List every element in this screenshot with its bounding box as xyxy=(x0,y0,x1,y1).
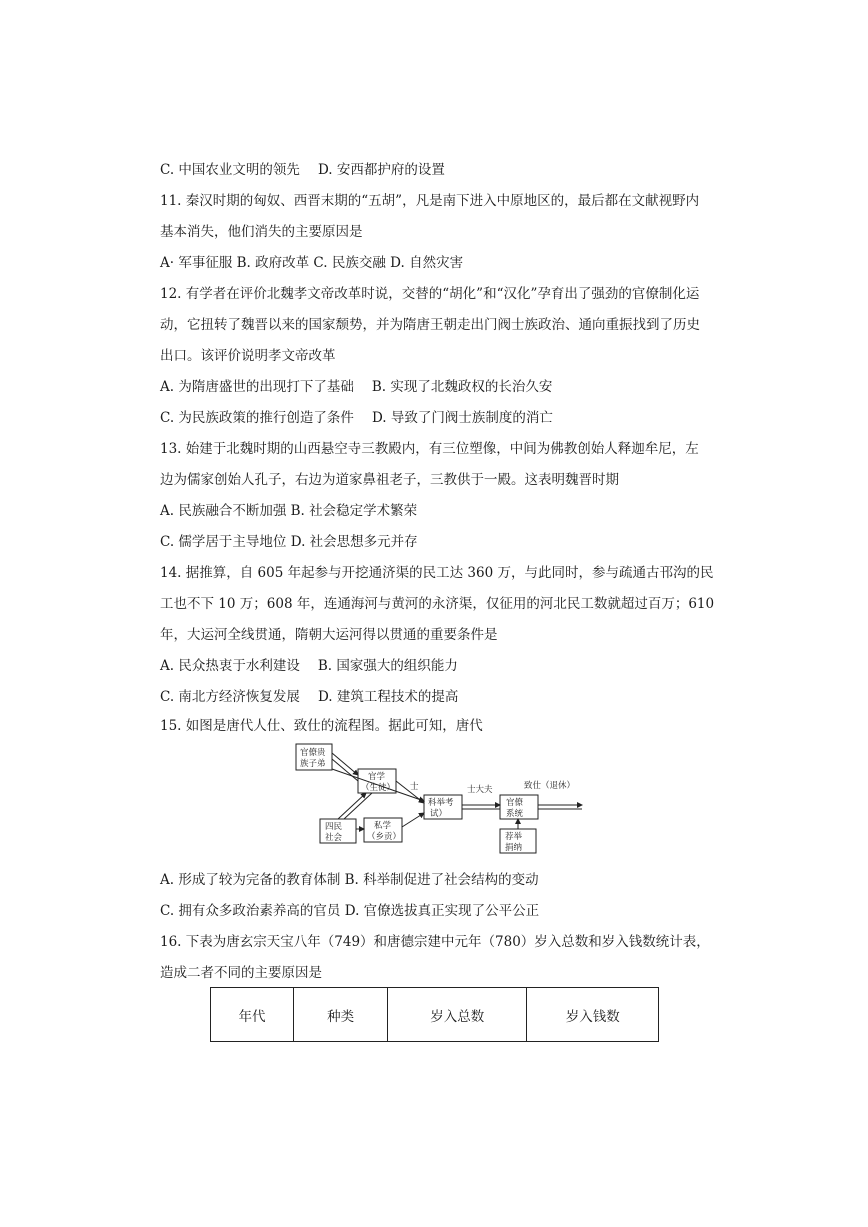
text-private-school-2: （乡贡） xyxy=(367,832,402,842)
q14-option-c: C. 南北方经济恢复发展 xyxy=(160,689,300,705)
q12-option-d: D. 导致了门阀士族制度的消亡 xyxy=(371,410,553,426)
q12-options-ab xyxy=(160,377,720,397)
q14-stem-line2: 工也不下 10 万；608 年，连通海河与黄河的永济渠，仅征用的河北民工数就超过百万；610 xyxy=(160,596,715,612)
text-private-school-1: 私学 xyxy=(374,821,392,831)
arrow-private-to-exam xyxy=(402,813,424,827)
q14-options-ab xyxy=(160,656,720,676)
q14-option-a: A. 民众热衷于水利建设 xyxy=(160,658,300,674)
arrow-people-to-school xyxy=(338,793,366,819)
q10-option-c: C. 中国农业文明的领先 xyxy=(160,162,300,178)
text-label-retire: 致仕（退休） xyxy=(524,781,576,791)
text-official-children-2: 族子弟 xyxy=(300,759,326,769)
table-header-cell: 岁入总数 xyxy=(388,988,527,1042)
q13-options-ab: A. 民族融合不断加强 B. 社会稳定学术繁荣 xyxy=(160,503,418,519)
text-recommend-1: 荐举 xyxy=(505,832,523,842)
table-header-cell: 年代 xyxy=(211,988,294,1042)
table-header-cell: 种类 xyxy=(294,988,388,1042)
q12-option-c: C. 为民族政策的推行创造了条件 xyxy=(160,410,354,426)
q11-stem-line2: 基本消失，他们消失的主要原因是 xyxy=(160,224,363,240)
text-official-children-1: 官僚贵 xyxy=(300,748,326,758)
table-header-cell: 岁入钱数 xyxy=(527,988,659,1042)
q13-stem-line1: 13. 始建于北魏时期的山西悬空寺三教殿内，有三位塑像，中间为佛教创始人释迦牟尼，左 xyxy=(160,441,699,457)
text-label-scholar: 士 xyxy=(410,782,419,792)
text-four-people-2: 社会 xyxy=(325,833,343,843)
text-recommend-2: 捐纳 xyxy=(505,843,523,853)
q10-options xyxy=(160,160,720,180)
text-exam-1: 科举考 xyxy=(428,798,454,808)
q14-option-d: D. 建筑工程技术的提高 xyxy=(317,689,459,705)
text-label-literati: 士大夫 xyxy=(467,785,493,795)
text-bureau-2: 系统 xyxy=(506,809,524,819)
q13-stem-line2: 边为儒家创始人孔子，右边为道家鼻祖老子，三教供于一殿。这表明魏晋时期 xyxy=(160,472,619,488)
q11-options: A· 军事征服 B. 政府改革 C. 民族交融 D. 自然灾害 xyxy=(160,255,464,271)
q16-stem-line2: 造成二者不同的主要原因是 xyxy=(160,965,322,981)
q14-stem-line1: 14. 据推算，自 605 年起参与开挖通济渠的民工达 360 万，与此同时，参与疏通古邗沟的民 xyxy=(160,565,714,581)
q12-option-b: B. 实现了北魏政权的长治久安 xyxy=(371,379,553,395)
q10-option-d: D. 安西都护府的设置 xyxy=(317,162,445,178)
q12-option-a: A. 为隋唐盛世的出现打下了基础 xyxy=(160,379,354,395)
q15-options-ab: A. 形成了较为完备的教育体制 B. 科举制促进了社会结构的变动 xyxy=(160,872,539,888)
arrow-children-to-school xyxy=(332,753,358,775)
revenue-stats-table xyxy=(210,987,659,1042)
q12-options-cd xyxy=(160,408,720,428)
text-official-school-1: 官学 xyxy=(368,772,386,782)
q15-stem: 15. 如图是唐代人仕、致仕的流程图。据此可知，唐代 xyxy=(160,718,483,734)
q12-stem-line1: 12. 有学者在评价北魏孝文帝改革时说，交替的“胡化”和“汉化”孕育出了强劲的官僚制化运 xyxy=(160,286,700,302)
text-bureau-1: 官僚 xyxy=(506,798,524,808)
q14-option-b: B. 国家强大的组织能力 xyxy=(317,658,458,674)
q14-options-cd xyxy=(160,687,720,707)
q12-stem-line3: 出口。该评价说明孝文帝改革 xyxy=(160,348,336,364)
career-flow-diagram xyxy=(292,741,592,855)
arrow-people-to-school-b xyxy=(344,793,372,819)
q16-stem-line1: 16. 下表为唐玄宗天宝八年（749）和唐德宗建中元年（780）岁入总数和岁入钱数统计表， xyxy=(160,934,710,950)
table-header-row xyxy=(211,988,659,1042)
q11-stem-line1: 11. 秦汉时期的匈奴、西晋末期的“五胡”，凡是南下进入中原地区的，最后都在文献视野内 xyxy=(160,193,700,209)
q13-options-cd: C. 儒学居于主导地位 D. 社会思想多元并存 xyxy=(160,534,418,550)
flow-chart-svg xyxy=(292,741,592,855)
q14-stem-line3: 年，大运河全线贯通，隋朝大运河得以贯通的重要条件是 xyxy=(160,627,498,643)
text-exam-2: 试） xyxy=(430,809,448,819)
q15-options-cd: C. 拥有众多政治素养高的官员 D. 官僚选拔真正实现了公平公正 xyxy=(160,903,540,919)
text-official-school-2: （生徒） xyxy=(361,783,396,793)
q12-stem-line2: 动，它扭转了魏晋以来的国家颓势，并为隋唐王朝走出门阀士族政治、通向重振找到了历史 xyxy=(160,317,700,333)
text-four-people-1: 四民 xyxy=(325,822,343,832)
